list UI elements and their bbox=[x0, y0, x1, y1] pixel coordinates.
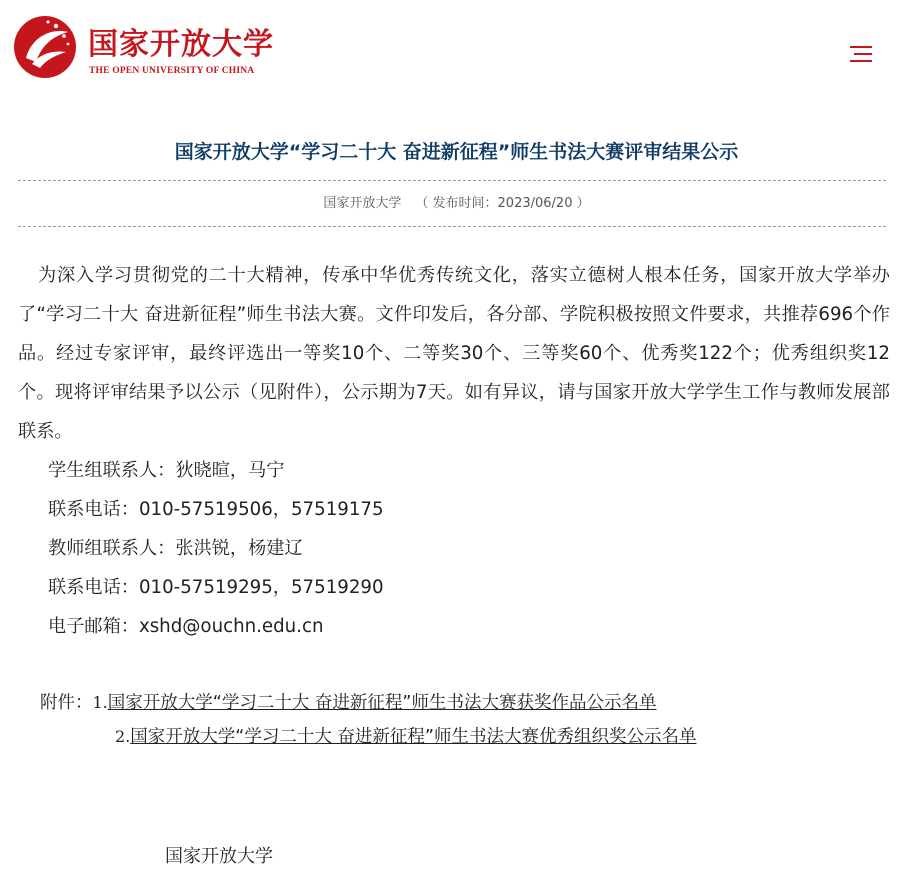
logo-english-name: THE OPEN UNIVERSITY OF CHINA bbox=[89, 66, 255, 76]
signature: 国家开放大学 bbox=[165, 846, 273, 867]
logo-chinese-name: 国家开放大学 bbox=[88, 27, 274, 62]
attachments-section bbox=[40, 686, 696, 754]
article-meta bbox=[0, 192, 913, 211]
contact-teacher-phone: 联系电话：010-57519295，57519290 bbox=[48, 577, 384, 598]
contact-email: 电子邮箱：xshd@ouchn.edu.cn bbox=[48, 616, 324, 637]
contact-teacher-person: 教师组联系人：张洪锐，杨建辽 bbox=[48, 538, 303, 559]
attachment-row bbox=[40, 686, 696, 720]
site-logo[interactable] bbox=[12, 14, 292, 84]
title-divider bbox=[18, 180, 886, 181]
article-source: 国家开放大学 bbox=[323, 196, 402, 211]
attachments-label: 附件： bbox=[40, 693, 93, 713]
attachment-link-award-list[interactable]: 国家开放大学“学习二十大 奋进新征程”师生书法大赛获奖作品公示名单 bbox=[107, 693, 657, 713]
hamburger-menu-icon[interactable] bbox=[846, 42, 872, 66]
attachment-number: 2. bbox=[115, 727, 131, 746]
attachment-row bbox=[40, 720, 696, 754]
attachment-number: 1. bbox=[92, 693, 108, 712]
attachment-link-organization-list[interactable]: 国家开放大学“学习二十大 奋进新征程”师生书法大赛优秀组织奖公示名单 bbox=[130, 727, 697, 747]
article-body bbox=[18, 256, 890, 646]
body-paragraph: 为深入学习贯彻党的二十大精神，传承中华优秀传统文化，落实立德树人根本任务，国家开放大学举办了“学习二十大 奋进新征程”师生书法大赛。文件印发后，各分部、学院积极按照文件要求，共推荐696个作品。经过专家评审，最终评选出一等奖10个、二等奖30个、三等奖60个、优秀奖122个；优秀组织奖12个。现将评审结果予以公示（见附件），公示期为7天。如有异议，请与国家开放大学学生工作与教师发展部联系。 bbox=[18, 265, 890, 442]
contact-student-phone: 联系电话：010-57519506，57519175 bbox=[48, 499, 384, 520]
meta-divider bbox=[18, 226, 886, 227]
contact-student-person: 学生组联系人：狄晓暄，马宁 bbox=[48, 460, 285, 481]
article-title: 国家开放大学“学习二十大 奋进新征程”师生书法大赛评审结果公示 bbox=[174, 141, 739, 163]
site-header bbox=[0, 0, 913, 100]
publish-date: （ 发布时间：2023/06/20 ） bbox=[415, 196, 590, 211]
ouc-emblem-icon bbox=[12, 14, 78, 80]
